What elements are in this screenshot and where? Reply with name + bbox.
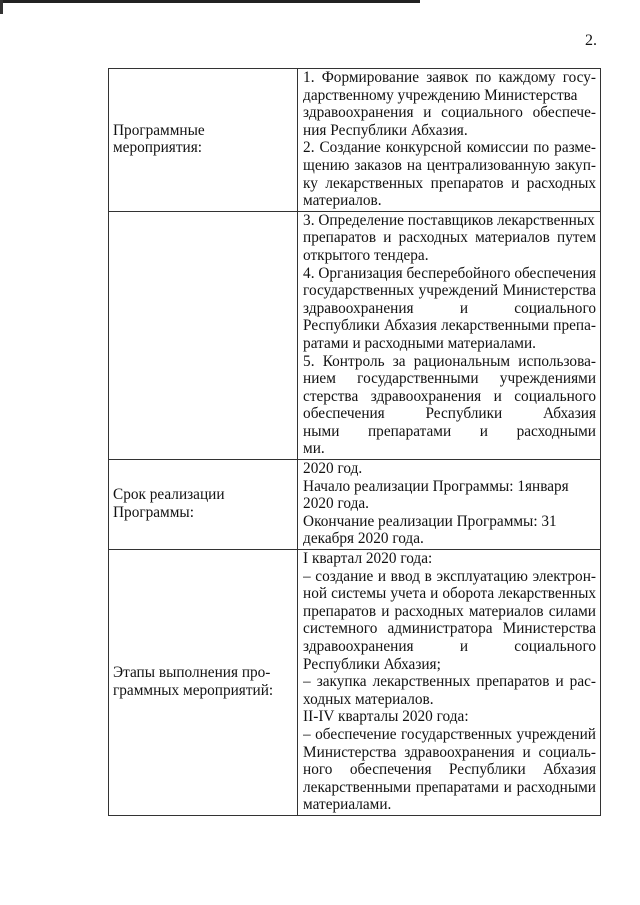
- content-line: дарственному учреждению Министерства: [303, 86, 578, 104]
- content-line: ными препаратами и расходными: [303, 422, 596, 440]
- scan-edge-mark: [0, 0, 420, 3]
- row-content-cell: [298, 69, 601, 212]
- content-line: ной системы учета и оборота лекарственных: [303, 585, 596, 603]
- content-line: обеспечения Республики Абхазия: [303, 405, 596, 423]
- content-line: нием государственными учреждениями: [303, 370, 596, 388]
- content-line: материалов.: [303, 192, 382, 210]
- row-label: граммных мероприятий:: [113, 681, 274, 699]
- table-row: [109, 69, 601, 212]
- content-line: стерства здравоохранения и социального: [303, 387, 596, 405]
- content-line: 4. Организация бесперебойного обеспечения: [303, 264, 596, 282]
- row-label: Этапы выполнения про-: [113, 664, 271, 682]
- content-line: – закупка лекарственных препаратов и рас-: [303, 673, 596, 691]
- content-line: ния Республики Абхазия.: [303, 121, 468, 139]
- row-content-cell: [298, 550, 601, 816]
- content-line: лекарственными препаратами и расходными: [303, 778, 596, 796]
- page-number: 2.: [585, 32, 597, 49]
- content-line: здравоохранения и социального обеспече-: [303, 104, 596, 122]
- content-line: государственных учреждений Министерства: [303, 282, 596, 300]
- content-line: ходных материалов.: [303, 690, 434, 708]
- content-line: препаратов и расходных материалов путем: [303, 229, 596, 247]
- table-row: [109, 550, 601, 816]
- content-line: материалами.: [303, 796, 392, 814]
- row-content-cell: [298, 460, 601, 550]
- content-line: декабря 2020 года.: [303, 530, 424, 548]
- content-line: II-IV кварталы 2020 года:: [303, 708, 469, 726]
- content-line: здравоохранения и социального: [303, 638, 596, 655]
- content-line: – обеспечение государственных учреждений: [303, 725, 596, 743]
- content-line: 5. Контроль за рациональным использова-: [303, 352, 596, 370]
- content-line: ми.: [303, 440, 325, 458]
- row-label-cell: [109, 211, 298, 459]
- content-line: 2. Создание конкурсной комиссии по разме-: [303, 139, 596, 157]
- row-content-cell: [298, 211, 601, 459]
- row-label: Программные мероприятия:: [113, 121, 205, 157]
- table-row: [109, 211, 601, 459]
- content-line: Республики Абхазия;: [303, 655, 441, 673]
- content-line: – создание и ввод в эксплуатацию электрон-: [303, 567, 596, 585]
- content-line: Окончание реализации Программы: 31: [303, 512, 557, 530]
- content-line: системного администратора Министерства: [303, 620, 596, 638]
- content-line: 2020 год.: [303, 460, 363, 478]
- content-line: ратами и расходными материалами.: [303, 334, 537, 352]
- content-line: 3. Определение поставщиков лекарственных: [303, 211, 595, 229]
- content-line: Начало реализации Программы: 1января: [303, 477, 569, 495]
- row-label-cell: [109, 69, 298, 212]
- content-line: открытого тендера.: [303, 246, 429, 264]
- row-label-cell: [109, 460, 298, 550]
- row-label: Срок реализации: [113, 486, 225, 504]
- content-line: 1. Формирование заявок по каждому госу-: [303, 69, 596, 86]
- content-line: ку лекарственных препаратов и расходных: [303, 174, 596, 192]
- program-table: [108, 68, 601, 816]
- content-line: I квартал 2020 года:: [303, 550, 433, 568]
- content-line: препаратов и расходных материалов силами: [303, 602, 596, 620]
- content-line: 2020 года.: [303, 495, 369, 513]
- content-line: Республики Абхазия лекарственными препа-: [303, 317, 596, 335]
- content-line: ного обеспечения Республики Абхазия: [303, 761, 596, 779]
- row-label: Программы:: [113, 504, 194, 522]
- table-row: [109, 460, 601, 550]
- content-line: щению заказов на централизованную закуп-: [303, 156, 596, 174]
- row-label-cell: [109, 550, 298, 816]
- content-line: здравоохранения и социального: [303, 299, 596, 317]
- scan-edge-mark: [0, 0, 3, 14]
- content-line: Министерства здравоохранения и социаль-: [303, 743, 596, 761]
